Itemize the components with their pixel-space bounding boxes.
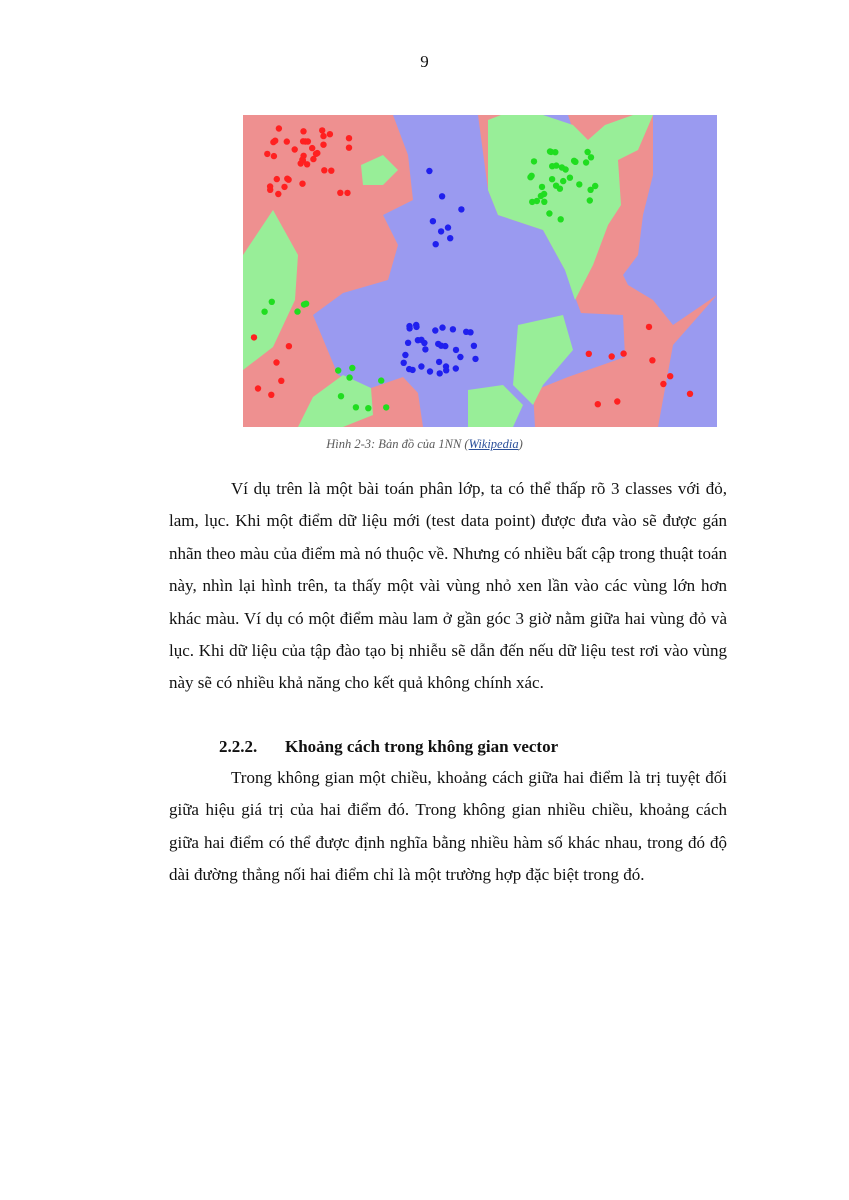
data-point (609, 353, 615, 359)
data-point (402, 352, 408, 358)
data-point (292, 146, 298, 152)
data-point (439, 324, 445, 330)
data-point (438, 228, 444, 234)
data-point (320, 133, 326, 139)
data-point (572, 159, 578, 165)
data-point (314, 150, 320, 156)
wikipedia-link[interactable]: Wikipedia (468, 437, 519, 451)
data-point (286, 343, 292, 349)
data-point (338, 393, 344, 399)
data-point (346, 374, 352, 380)
data-point (583, 159, 589, 165)
data-point (294, 308, 300, 314)
data-point (300, 128, 306, 134)
section-heading (219, 733, 558, 761)
data-point (409, 367, 415, 373)
data-point (405, 340, 411, 346)
data-point (558, 216, 564, 222)
data-point (267, 187, 273, 193)
page-number: 9 (420, 52, 429, 71)
data-point (531, 158, 537, 164)
data-point (421, 340, 427, 346)
data-point (562, 166, 568, 172)
data-point (310, 156, 316, 162)
data-point (413, 322, 419, 328)
data-point (437, 370, 443, 376)
data-point (275, 191, 281, 197)
data-point (269, 299, 275, 305)
data-point (539, 184, 545, 190)
data-point (273, 359, 279, 365)
data-point (309, 145, 315, 151)
data-point (549, 176, 555, 182)
data-point (595, 401, 601, 407)
caption-prefix: Hình 2-3: Bản đồ của 1NN ( (326, 437, 469, 451)
data-point (457, 354, 463, 360)
data-point (426, 168, 432, 174)
figure-caption (0, 437, 849, 452)
data-point (251, 334, 257, 340)
data-point (450, 326, 456, 332)
data-point (433, 241, 439, 247)
data-point (534, 198, 540, 204)
data-point (439, 193, 445, 199)
data-point (649, 357, 655, 363)
data-point (443, 367, 449, 373)
data-point (576, 181, 582, 187)
section-number: 2.2.2. (219, 737, 258, 756)
data-point (541, 199, 547, 205)
data-point (302, 138, 308, 144)
data-point (471, 343, 477, 349)
data-point (337, 190, 343, 196)
section-title: Khoảng cách trong không gian vector (285, 737, 559, 756)
knn-decision-map (243, 115, 717, 427)
data-point (427, 368, 433, 374)
data-point (271, 153, 277, 159)
data-point (422, 346, 428, 352)
data-point (687, 391, 693, 397)
data-point (401, 360, 407, 366)
data-point (346, 145, 352, 151)
data-point (415, 337, 421, 343)
data-point (418, 363, 424, 369)
data-point (435, 341, 441, 347)
data-point (620, 350, 626, 356)
data-point (335, 367, 341, 373)
data-point (472, 356, 478, 362)
data-point (278, 378, 284, 384)
data-point (430, 218, 436, 224)
data-point (281, 184, 287, 190)
data-point (432, 327, 438, 333)
data-point (378, 377, 384, 383)
data-point (588, 154, 594, 160)
data-point (646, 324, 652, 330)
data-point (299, 181, 305, 187)
data-point (541, 191, 547, 197)
caption-suffix: ) (518, 437, 523, 451)
data-point (527, 174, 533, 180)
data-point (327, 131, 333, 137)
data-point (300, 153, 306, 159)
data-point (667, 373, 673, 379)
data-point (284, 176, 290, 182)
data-point (349, 365, 355, 371)
data-point (319, 127, 325, 133)
data-point (445, 224, 451, 230)
data-point (549, 163, 555, 169)
data-point (320, 142, 326, 148)
data-point (303, 301, 309, 307)
data-point (614, 398, 620, 404)
data-point (436, 359, 442, 365)
data-point (463, 329, 469, 335)
data-point (586, 351, 592, 357)
data-point (442, 343, 448, 349)
data-point (453, 365, 459, 371)
data-point (383, 404, 389, 410)
data-point (567, 175, 573, 181)
data-point (274, 176, 280, 182)
data-point (546, 210, 552, 216)
data-point (447, 235, 453, 241)
data-point (328, 168, 334, 174)
data-point (557, 186, 563, 192)
data-point (353, 404, 359, 410)
data-point (346, 135, 352, 141)
data-point (560, 178, 566, 184)
data-point (552, 149, 558, 155)
data-point (587, 187, 593, 193)
data-point (660, 381, 666, 387)
data-point (406, 325, 412, 331)
data-point (344, 190, 350, 196)
data-point (458, 206, 464, 212)
data-point (284, 138, 290, 144)
data-point (272, 138, 278, 144)
paragraph-1: Ví dụ trên là một bài toán phân lớp, ta có thể thấp rõ 3 classes với đỏ, lam, lục. Khi một điểm dữ liệu mới (test data point) được đưa vào sẽ được gán nhãn theo màu của điểm mà nó thuộc về. Nhưng có nhiều bất cập trong thuật toán này, nhìn lại hình trên, ta thấy một vài vùng nhỏ xen lần vào các vùng lớn hơn khác màu. Ví dụ có một điểm màu lam ở gần góc 3 giờ nằm giữa hai vùng đỏ và lục. Khi dữ liệu của tập đào tạo bị nhiễu sẽ dẫn đến nếu dữ liệu test rơi vào vùng này sẽ có nhiều khả năng cho kết quả không chính xác. (169, 479, 727, 693)
paragraph-2: Trong không gian một chiều, khoảng cách giữa hai điểm là trị tuyệt đối giữa hiệu giá trị của hai điểm đó. Trong không gian nhiều chiều, khoảng cách giữa hai điểm có thể được định nghĩa bằng nhiều hàm số khác nhau, trong đó độ dài đường thẳng nối hai điểm chỉ là một trường hợp đặc biệt trong đó. (169, 768, 727, 885)
data-point (261, 309, 267, 315)
data-point (264, 151, 270, 157)
data-point (321, 167, 327, 173)
data-point (255, 385, 261, 391)
data-point (453, 347, 459, 353)
data-point (365, 405, 371, 411)
data-point (276, 125, 282, 131)
data-point (584, 149, 590, 155)
data-point (587, 197, 593, 203)
data-point (268, 392, 274, 398)
